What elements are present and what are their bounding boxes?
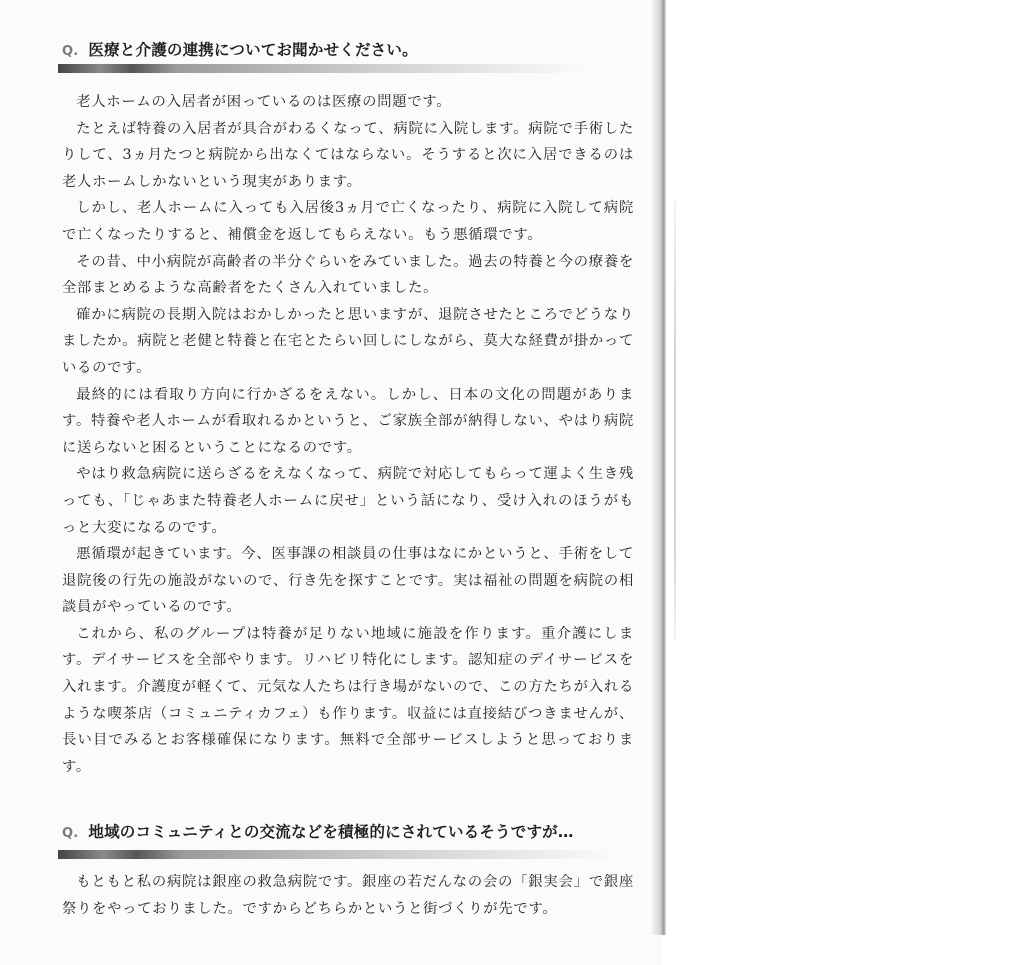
paragraph: その昔、中小病院が高齢者の半分ぐらいをみていました。過去の特養と今の療養を全部まとめるような高齢者をたくさん入れていました。	[62, 253, 634, 297]
paragraph: やはり救急病院に送らざるをえなくなって、病院で対応してもらって運よく生き残っても、「じゃあまた特養老人ホームに戻せ」という話になり、受け入れのほうがもっと大変になるのです。	[62, 466, 634, 536]
heading-rule-2	[58, 850, 618, 859]
answer-body-1	[62, 89, 634, 780]
heading-rule-1	[58, 64, 588, 73]
question-heading-1	[62, 38, 418, 60]
scan-edge-line	[674, 200, 676, 640]
question-mark-2: Q.	[62, 826, 79, 841]
question-mark-1: Q.	[62, 44, 79, 59]
question-heading-2	[62, 820, 574, 842]
paragraph: もともと私の病院は銀座の救急病院です。銀座の若だんなの会の「銀実会」で銀座祭りをやっておりました。ですからどちらかというと街づくりが先です。	[62, 874, 634, 917]
answer-body-2	[62, 869, 634, 922]
question-text-2: 地域のコミュニティとの交流などを積極的にされているそうですが…	[88, 823, 574, 841]
paragraph: 悪循環が起きています。今、医事課の相談員の仕事はなにかというと、手術をして退院後の行先の施設がないので、行き先を探すことです。実は福祉の問題を病院の相談員がやっているのです。	[62, 546, 634, 616]
paragraph: これから、私のグループは特養が足りない地域に施設を作ります。重介護にします。デイサービスを全部やります。リハビリ特化にします。認知症のデイサービスを入れます。介護度が軽くて、元気な人たちは行き場がないので、この方たちが入れるような喫茶店（コミュニティカフェ）も作ります。収益には直接結びつきませんが、長い目でみるとお客様確保になります。無料で全部サービスしようと思っております。	[62, 625, 634, 775]
paragraph: 老人ホームの入居者が困っているのは医療の問題です。	[76, 94, 452, 110]
question-text-1: 医療と介護の連携についてお聞かせください。	[88, 41, 418, 59]
page-gutter-shadow	[652, 0, 666, 935]
paragraph: 最終的には看取り方向に行かざるをえない。しかし、日本の文化の問題があります。特養や老人ホームが看取れるかというと、ご家族全部が納得しない、やはり病院に送らないと困るということになるのです。	[62, 386, 634, 456]
paragraph: 確かに病院の長期入院はおかしかったと思いますが、退院させたところでどうなりましたか。病院と老健と特養と在宅とたらい回しにしながら、莫大な経費が掛かっているのです。	[62, 306, 634, 376]
paragraph: たとえば特養の入居者が具合がわるくなって、病院に入院します。病院で手術したりして、3ヵ月たつと病院から出なくてはならない。そうすると次に入居できるのは老人ホームしかないという現実があります。	[62, 120, 634, 190]
paragraph: しかし、老人ホームに入っても入居後3ヵ月で亡くなったり、病院に入院して病院で亡くなったりすると、補償金を返してもらえない。もう悪循環です。	[62, 200, 634, 243]
